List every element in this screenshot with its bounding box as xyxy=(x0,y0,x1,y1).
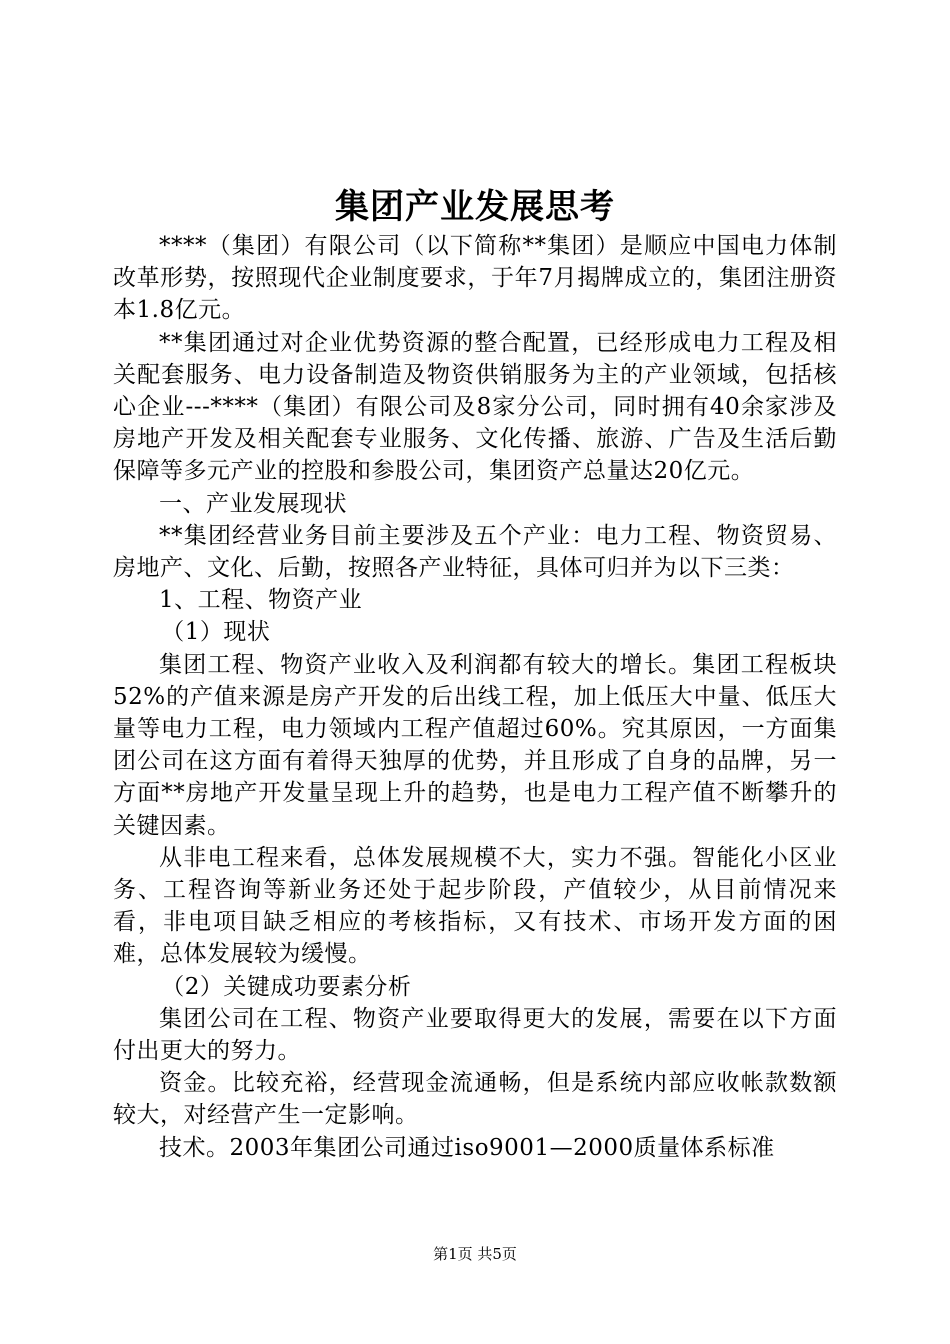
subsection-heading-status: （1）现状 xyxy=(161,619,271,646)
page-footer: 第1页 共5页 xyxy=(433,1245,517,1263)
paragraph-intro: ****（集团）有限公司（以下简称**集团）是顺应中国电力体制改革形势，按照现代企业制度要求，于年7月揭牌成立的，集团注册资本1.8亿元。 xyxy=(113,233,837,324)
section-heading-1: 一、产业发展现状 xyxy=(159,490,347,517)
paragraph-non-electric: 从非电工程来看，总体发展规模不大，实力不强。智能化小区业务、工程咨询等新业务还处于起步阶段，产值较少，从目前情况来看，非电项目缺乏相应的考核指标，又有技术、市场开发方面的困难，总体发展较为缓慢。 xyxy=(113,844,837,968)
subsection-heading-1: 1、工程、物资产业 xyxy=(159,587,363,614)
paragraph-overview: **集团通过对企业优势资源的整合配置，已经形成电力工程及相关配套服务、电力设备制造及物资供销服务为主的产业领域，包括核心企业---****（集团）有限公司及8家分公司，同时拥有40余家涉及房地产开发及相关配套专业服务、文化传播、旅游、广告及生活后勤保障等多元产业的控股和参股公司，集团资产总量达20亿元。 xyxy=(113,329,837,485)
subsection-heading-success-factors: （2）关键成功要素分析 xyxy=(161,973,412,1000)
paragraph-status: 集团工程、物资产业收入及利润都有较大的增长。集团工程板块52%的产值来源是房产开发的后出线工程，加上低压大中量、低压大量等电力工程，电力领域内工程产值超过60%。究其原因，一方面集团公司在这方面有着得天独厚的优势，并且形成了自身的品牌，另一方面**房地产开发量呈现上升的趋势，也是电力工程产值不断攀升的关键因素。 xyxy=(113,651,837,839)
paragraph-industries: **集团经营业务目前主要涉及五个产业：电力工程、物资贸易、房地产、文化、后勤，按照各产业特征，具体可归并为以下三类： xyxy=(113,522,837,582)
paragraph-technology: 技术。2003年集团公司通过iso9001—2000质量体系标准 xyxy=(159,1134,775,1161)
paragraph-efforts: 集团公司在工程、物资产业要取得更大的发展，需要在以下方面付出更大的努力。 xyxy=(113,1005,837,1065)
document-title: 集团产业发展思考 xyxy=(335,187,615,227)
document-body xyxy=(113,230,837,1164)
paragraph-funds: 资金。比较充裕，经营现金流通畅，但是系统内部应收帐款数额较大，对经营产生一定影响。 xyxy=(113,1070,837,1129)
